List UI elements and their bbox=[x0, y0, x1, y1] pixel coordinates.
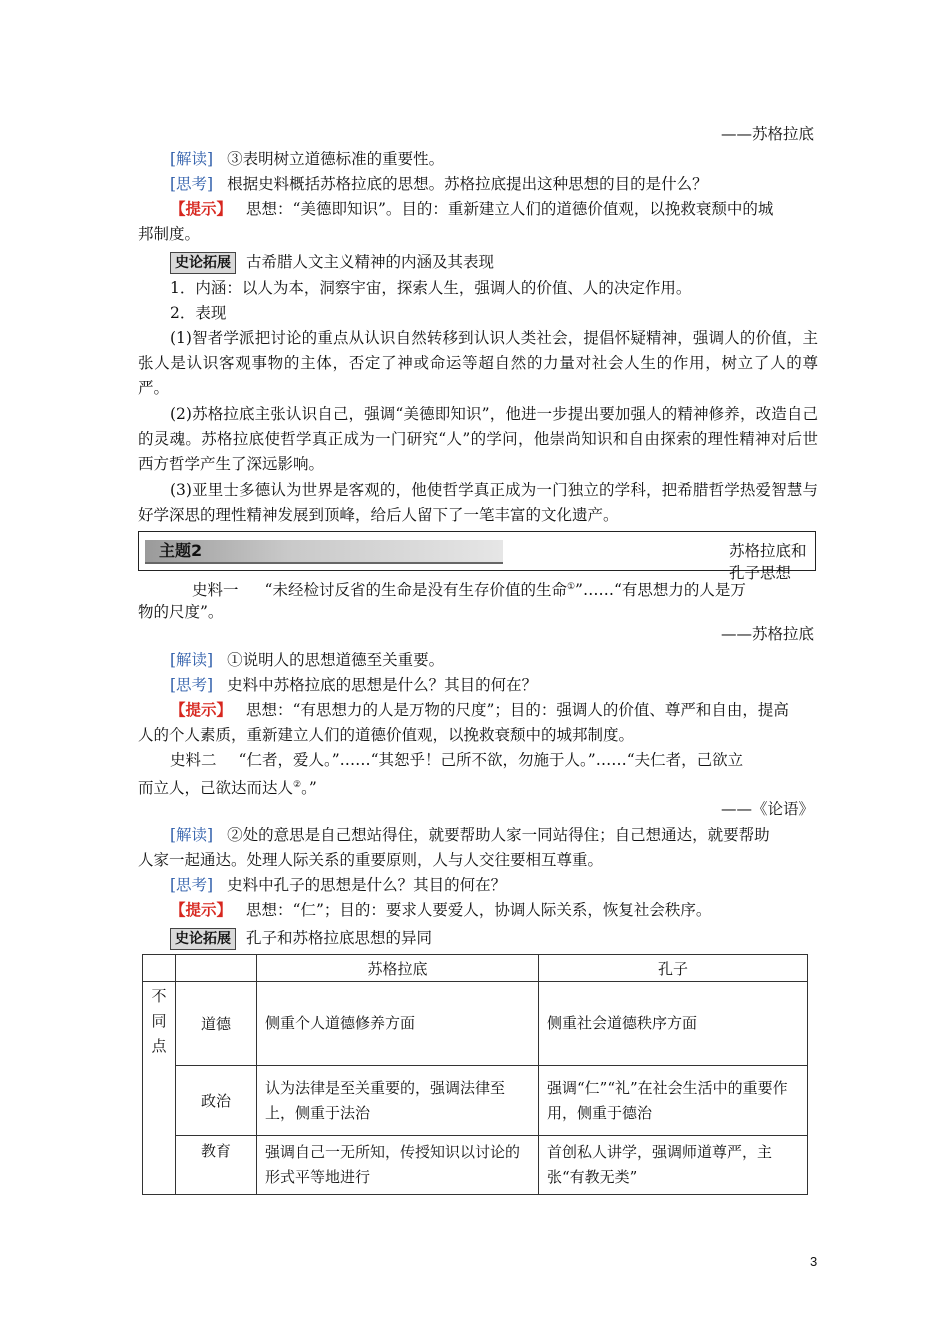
topic-badge bbox=[145, 540, 503, 564]
tishi-line-cont: 邦制度。 bbox=[138, 225, 201, 243]
source2-line-1 bbox=[170, 748, 820, 772]
sikao-tag: [思考] bbox=[170, 876, 214, 894]
source2-jiedu-line bbox=[170, 823, 820, 847]
source2-jiedu-line-cont: 人家一起通达。处理人际关系的重要原则，人与人交往要相互尊重。 bbox=[138, 851, 604, 869]
source2-text-b: 而立人，己欲达而达人 bbox=[138, 779, 294, 798]
table-cell-confucius bbox=[539, 1066, 808, 1136]
table-row bbox=[143, 1066, 808, 1136]
extension-paragraph-3: (3)亚里士多德认为世界是客观的，他使哲学真正成为一门独立的学科，把希腊哲学热爱智慧与好学深思的理性精神发展到顶峰，给后人留下了一笔丰富的文化遗产。 bbox=[138, 481, 818, 524]
table-group-cell bbox=[143, 982, 176, 1195]
source2-line-2 bbox=[138, 773, 818, 800]
tishi-text: 思想：“美德即知识”。目的：重新建立人们的道德价值观，以挽救衰颓中的城 bbox=[246, 200, 774, 218]
group-label: 不同点 bbox=[151, 987, 167, 1055]
attribution-socrates: ——苏格拉底 bbox=[720, 625, 814, 643]
sikao-text: 史料中孔子的思想是什么？其目的何在？ bbox=[227, 876, 507, 894]
jiedu-text: ①说明人的思想道德至关重要。 bbox=[227, 651, 445, 669]
attribution-socrates-top: ——苏格拉底 bbox=[720, 125, 814, 143]
tishi-line bbox=[170, 197, 820, 221]
sikao-line bbox=[170, 172, 820, 196]
source2-sikao-line bbox=[170, 873, 820, 897]
jiedu-tag: [解读] bbox=[170, 150, 214, 168]
source1-line-1 bbox=[192, 575, 818, 602]
cell-text: 强调自己一无所知，传授知识以讨论的形式平等地进行 bbox=[265, 1143, 521, 1186]
extension-badge: 史论拓展 bbox=[170, 252, 236, 274]
table-header-row bbox=[143, 955, 808, 982]
topic-header-box bbox=[138, 531, 816, 582]
table-row bbox=[143, 1136, 808, 1195]
page-number: 3 bbox=[810, 1254, 818, 1269]
sikao-tag: [思考] bbox=[170, 676, 214, 694]
comparison-table bbox=[142, 954, 808, 1195]
tishi-text: 思想：“有思想力的人是万物的尺度”；目的：强调人的价值、尊严和自由，提高 bbox=[246, 701, 789, 719]
sikao-tag: [思考] bbox=[170, 175, 214, 193]
tishi-text: 思想：“仁”；目的：要求人要爱人，协调人际关系，恢复社会秩序。 bbox=[246, 901, 712, 919]
extension-heading bbox=[170, 250, 820, 274]
attribution-lunyu: ——《论语》 bbox=[720, 800, 814, 818]
cell-text: 首创私人讲学，强调师道尊严，主张“有教无类” bbox=[547, 1143, 773, 1186]
source1-sikao-line bbox=[170, 673, 820, 697]
table-aspect: 道德 bbox=[176, 982, 257, 1066]
table-aspect: 政治 bbox=[176, 1066, 257, 1136]
source1-text-b: ”……“有思想力的人是万 bbox=[575, 581, 746, 600]
cell-text: 强调“仁”“礼”在社会生活中的重要作用，侧重于德治 bbox=[547, 1078, 788, 1122]
source2-footnote: ② bbox=[293, 780, 302, 790]
extension-paragraph-2: (2)苏格拉底主张认识自己，强调“美德即知识”，他进一步提出要加强人的精神修养，改造自己的灵魂。苏格拉底使哲学真正成为一门研究“人”的学问，他崇尚知识和自由探索的理性精神对后世西方哲学产生了深远影响。 bbox=[138, 405, 818, 473]
cell-text: 侧重个人道德修养方面 bbox=[265, 1014, 416, 1032]
tishi-tag: 【提示】 bbox=[170, 700, 233, 719]
table-row bbox=[143, 982, 808, 1066]
source1-tishi-line bbox=[170, 698, 820, 722]
topic-badge-label: 主题2 bbox=[159, 541, 203, 560]
sikao-text: 根据史料概括苏格拉底的思想。苏格拉底提出这种思想的目的是什么？ bbox=[227, 175, 708, 193]
table-cell-confucius bbox=[539, 982, 808, 1066]
source1-footnote: ① bbox=[566, 582, 576, 592]
table-aspect: 教育 bbox=[176, 1136, 257, 1195]
extension2-badge: 史论拓展 bbox=[170, 928, 236, 950]
table-cell-confucius bbox=[539, 1136, 808, 1195]
source2-text-c: 。” bbox=[301, 779, 317, 798]
source1-text-a: “未经检讨反省的生命是没有生存价值的生命 bbox=[264, 581, 567, 600]
table-cell-socrates bbox=[257, 1066, 539, 1136]
table-header-cell bbox=[143, 955, 176, 982]
extension2-heading bbox=[170, 926, 820, 950]
source1-line-2: 物的尺度”。 bbox=[138, 603, 224, 621]
extension-item-1: 1．内涵：以人为本，洞察宇宙，探索人生，强调人的价值、人的决定作用。 bbox=[170, 279, 692, 297]
source2-label: 史料二 bbox=[170, 751, 217, 769]
topic-title: 苏格拉底和孔子思想 bbox=[729, 542, 807, 582]
extension-paragraph-1: (1)智者学派把讨论的重点从认识自然转移到认识人类社会，提倡怀疑精神，强调人的价值，主张人是认识客观事物的主体，否定了神或命运等超自然的力量对社会人生的作用，树立了人的尊严。 bbox=[138, 329, 818, 397]
table-header-socrates: 苏格拉底 bbox=[257, 955, 539, 982]
jiedu-tag: [解读] bbox=[170, 651, 214, 669]
tishi-tag: 【提示】 bbox=[170, 199, 233, 218]
jiedu-text: ③表明树立道德标准的重要性。 bbox=[227, 150, 445, 168]
extension-title: 古希腊人文主义精神的内涵及其表现 bbox=[246, 253, 495, 271]
source1-label: 史料一 bbox=[192, 581, 239, 600]
table-cell-socrates bbox=[257, 1136, 539, 1195]
jiedu-tag: [解读] bbox=[170, 826, 214, 844]
jiedu-line bbox=[170, 147, 820, 171]
tishi-tag: 【提示】 bbox=[170, 900, 233, 919]
extension-item-2: 2．表现 bbox=[170, 304, 227, 322]
extension2-title: 孔子和苏格拉底思想的异同 bbox=[246, 929, 433, 947]
jiedu-text: ②处的意思是自己想站得住，就要帮助人家一同站得住；自己想通达，就要帮助 bbox=[227, 826, 770, 844]
cell-text: 侧重社会道德秩序方面 bbox=[547, 1014, 698, 1032]
source2-tishi-line bbox=[170, 898, 820, 922]
table-cell-socrates bbox=[257, 982, 539, 1066]
cell-text: 认为法律是至关重要的，强调法律至上，侧重于法治 bbox=[265, 1078, 506, 1122]
source1-jiedu-line bbox=[170, 648, 820, 672]
source2-text-a: “仁者，爱人。”……“其恕乎！己所不欲，勿施于人。”……“夫仁者，己欲立 bbox=[238, 751, 744, 769]
source1-tishi-line-cont: 人的个人素质，重新建立人们的道德价值观，以挽救衰颓中的城邦制度。 bbox=[138, 726, 635, 744]
table-header-cell bbox=[176, 955, 257, 982]
table-header-confucius: 孔子 bbox=[539, 955, 808, 982]
sikao-text: 史料中苏格拉底的思想是什么？其目的何在？ bbox=[227, 676, 538, 694]
